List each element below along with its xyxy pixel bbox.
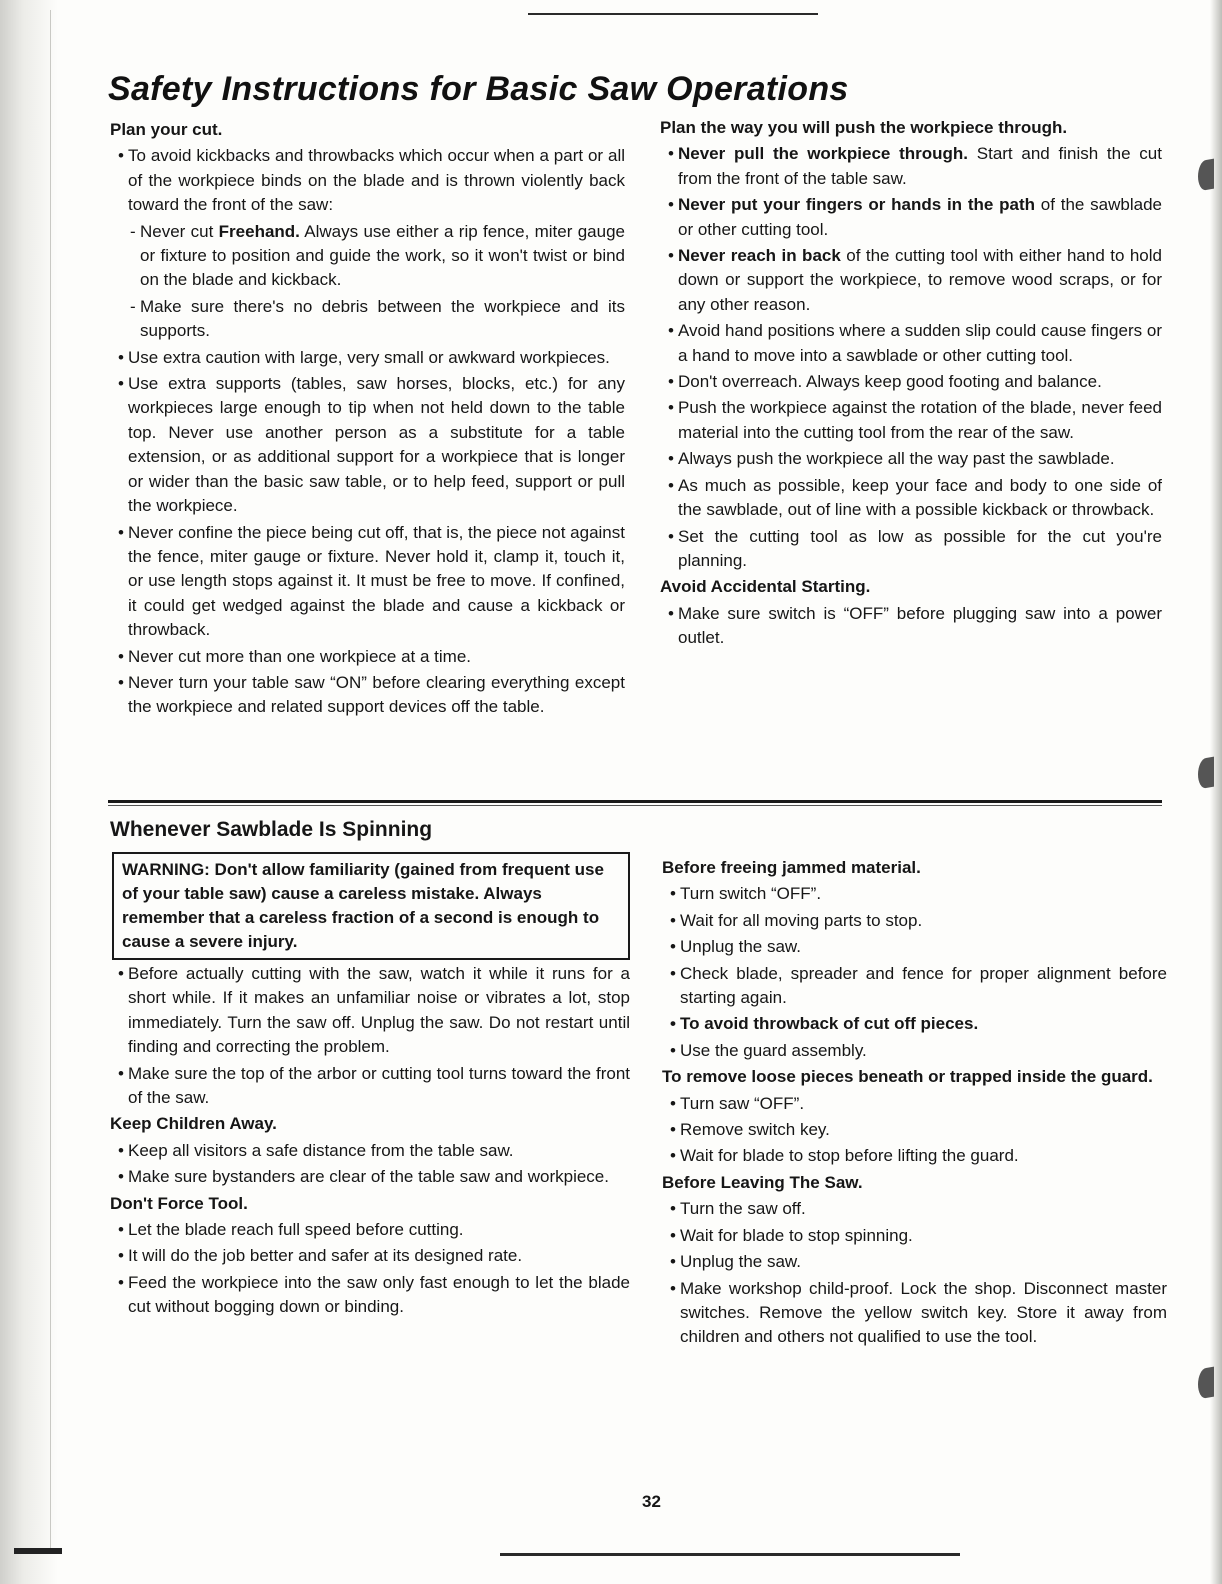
section-divider	[108, 800, 1162, 803]
list-item: • Never cut more than one workpiece at a time.	[110, 645, 625, 669]
text-run: Always use either a rip fence, miter gauge or fixture to position and guide the work, so it won't twist or bind on the blade and kickback.	[140, 221, 625, 290]
list-item: • Remove switch key.	[662, 1118, 1167, 1142]
list-item: • Make sure bystanders are clear of the table saw and workpiece.	[110, 1165, 630, 1189]
list-item: • Turn saw “OFF”.	[662, 1092, 1167, 1116]
list-item: • Never turn your table saw “ON” before clearing everything except the workpiece and related support devices off the table.	[110, 671, 625, 720]
list-item: • Use extra supports (tables, saw horses, blocks, etc.) for any workpieces large enough to tip when not held down to the table top. Never use another person as a substitute for a table extension, or as additional support for a workpiece that is longer or wider than the basic saw table, or to help feed, support or pull the workpiece.	[110, 372, 625, 518]
text-run: of the sawblade or other cutting tool.	[678, 195, 1162, 239]
list-item	[660, 193, 1162, 242]
scan-mark	[14, 1548, 62, 1554]
list-item: • Unplug the saw.	[662, 1250, 1167, 1274]
text-run: Never cut	[140, 221, 219, 241]
bottom-rule	[500, 1553, 960, 1556]
page-title: Safety Instructions for Basic Saw Operations	[108, 70, 849, 108]
binding-line	[50, 10, 51, 1550]
leaving-heading: Before Leaving The Saw.	[662, 1172, 863, 1192]
list-item	[660, 142, 1162, 191]
list-item: • Let the blade reach full speed before cutting.	[110, 1218, 630, 1242]
sub-list-item: - Make sure there's no debris between the workpiece and its supports.	[110, 295, 625, 344]
list-item: • It will do the job better and safer at its designed rate.	[110, 1244, 630, 1268]
list-item: • Check blade, spreader and fence for proper alignment before starting again.	[662, 962, 1167, 1011]
children-heading: Keep Children Away.	[110, 1114, 277, 1134]
list-item: • As much as possible, keep your face and body to one side of the sawblade, out of line with a possible kickback or throwback.	[660, 474, 1162, 523]
warning-box: WARNING: Don't allow familiarity (gained from frequent use of your table saw) cause a careless mistake. Always remember that a careless fraction of a second is enough to cause a severe injury.	[112, 852, 630, 960]
list-item: • Avoid hand positions where a sudden slip could cause fingers or a hand to move into a sawblade or other cutting tool.	[660, 319, 1162, 368]
plan-push-heading: Plan the way you will push the workpiece through.	[660, 118, 1068, 137]
section-divider-thin	[108, 805, 1162, 806]
plan-push-section	[660, 116, 1162, 653]
list-item: • Turn the saw off.	[662, 1197, 1167, 1221]
list-item: • Wait for blade to stop before lifting the guard.	[662, 1144, 1167, 1168]
list-item: • To avoid kickbacks and throwbacks which occur when a part or all of the workpiece binds on the blade and is thrown violently back toward the front of the saw:	[110, 144, 625, 217]
freehand-emphasis: Freehand.	[218, 221, 300, 241]
list-item: • Always push the workpiece all the way past the sawblade.	[660, 447, 1162, 471]
list-item: • Set the cutting tool as low as possible for the cut you're planning.	[660, 525, 1162, 574]
list-item: • Make sure switch is “OFF” before plugging saw into a power outlet.	[660, 602, 1162, 651]
list-item: • To avoid throwback of cut off pieces.	[662, 1012, 1167, 1036]
list-item: • Make sure the top of the arbor or cutting tool turns toward the front of the saw.	[110, 1062, 630, 1111]
list-item: • Unplug the saw.	[662, 935, 1167, 959]
text-run: Start and finish the cut from the front of the table saw.	[678, 144, 1162, 188]
page-number: 32	[642, 1492, 661, 1511]
text-run: of the cutting tool with either hand to hold down or support the workpiece, to remove wood scraps, or for any other reason.	[678, 246, 1162, 314]
list-item	[660, 244, 1162, 317]
margin-mark	[1198, 757, 1214, 790]
list-item: • Push the workpiece against the rotation of the blade, never feed material into the cutting tool from the rear of the saw.	[660, 396, 1162, 445]
spinning-section	[110, 962, 630, 1322]
emphasis: Never pull the workpiece through.	[678, 144, 969, 164]
list-item: • Turn switch “OFF”.	[662, 882, 1167, 906]
list-item: • Use the guard assembly.	[662, 1039, 1167, 1063]
jammed-section	[662, 856, 1167, 1352]
scan-shadow-right	[1210, 0, 1222, 1584]
list-item: • Wait for all moving parts to stop.	[662, 909, 1167, 933]
accidental-heading: Avoid Accidental Starting.	[660, 577, 871, 597]
list-item: • Before actually cutting with the saw, watch it while it runs for a short while. If it makes an unfamiliar noise or vibrates a lot, stop immediately. Turn the saw off. Unplug the saw. Do not restart until finding and correcting the problem.	[110, 962, 630, 1060]
emphasis: Never reach in back	[678, 246, 841, 266]
plan-cut-heading: Plan your cut.	[110, 120, 223, 139]
top-rule	[528, 13, 818, 15]
list-item: • Feed the workpiece into the saw only fast enough to let the blade cut without bogging down or binding.	[110, 1271, 630, 1320]
margin-mark	[1198, 159, 1214, 192]
list-item: • Keep all visitors a safe distance from the table saw.	[110, 1139, 630, 1163]
list-item: • Use extra caution with large, very small or awkward workpieces.	[110, 346, 625, 370]
margin-mark	[1198, 1367, 1214, 1400]
list-item: • Make workshop child-proof. Lock the shop. Disconnect master switches. Remove the yellow switch key. Store it away from children and others not qualified to use the tool.	[662, 1277, 1167, 1350]
emphasis: Never put your fingers or hands in the path	[678, 195, 1036, 215]
sub-list-item	[110, 220, 625, 293]
list-item: • Don't overreach. Always keep good footing and balance.	[660, 370, 1162, 394]
spinning-section-title: Whenever Sawblade Is Spinning	[110, 818, 433, 841]
list-item: • Wait for blade to stop spinning.	[662, 1224, 1167, 1248]
list-item: • Never confine the piece being cut off, that is, the piece not against the fence, miter gauge or fixture. Never hold it, clamp it, touch it, or use length stops against it. It must be free to move. If confined, it could get wedged against the blade and cause a kickback or throwback.	[110, 521, 625, 643]
jammed-heading: Before freeing jammed material.	[662, 858, 921, 877]
force-heading: Don't Force Tool.	[110, 1193, 248, 1213]
plan-cut-section	[110, 118, 625, 722]
remove-heading: To remove loose pieces beneath or trapped inside the guard.	[662, 1067, 1153, 1087]
